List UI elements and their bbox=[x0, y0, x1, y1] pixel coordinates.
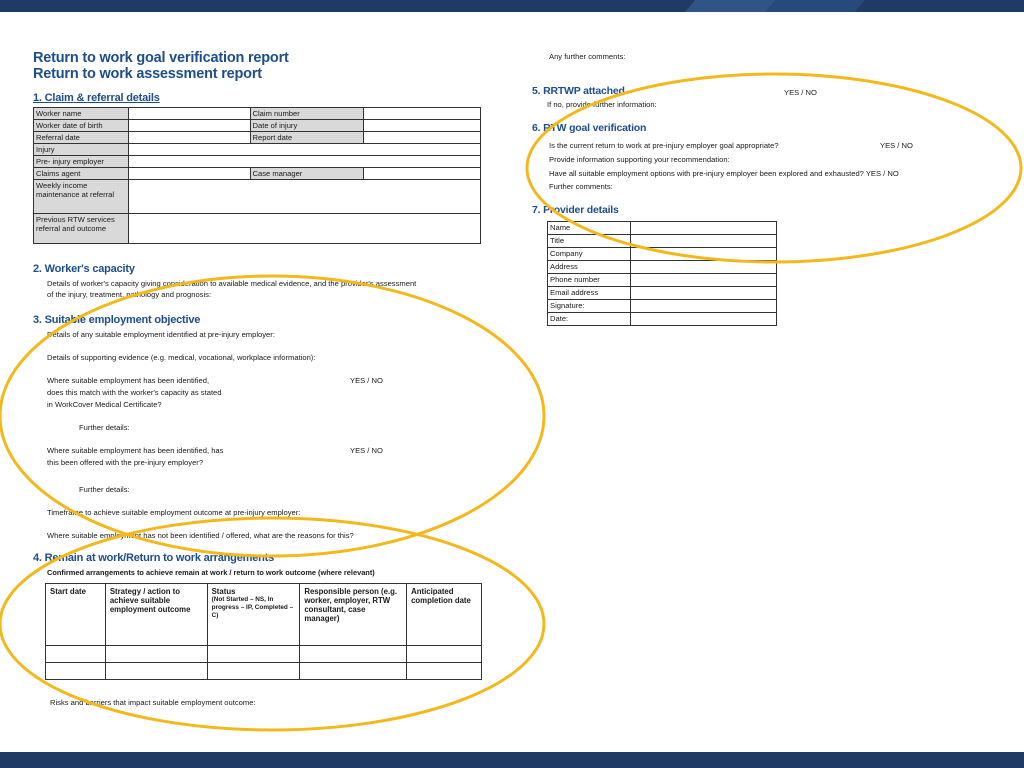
table-row bbox=[548, 261, 777, 274]
table-cell[interactable] bbox=[105, 663, 207, 680]
table-cell[interactable] bbox=[207, 646, 300, 663]
field-label: Email address bbox=[548, 287, 631, 300]
table-header-row bbox=[46, 584, 482, 646]
further-details-label: Further details: bbox=[79, 485, 130, 494]
top-banner bbox=[0, 0, 1024, 12]
field-value[interactable] bbox=[128, 156, 480, 168]
table-cell[interactable] bbox=[207, 663, 300, 680]
doc-title-2: Return to work assessment report bbox=[33, 66, 262, 82]
field-label: Pre- injury employer bbox=[34, 156, 129, 168]
field-value[interactable] bbox=[364, 132, 481, 144]
section-5-heading: 5. RRTWP attached bbox=[532, 85, 625, 97]
field-value[interactable] bbox=[630, 248, 776, 261]
field-value[interactable] bbox=[128, 144, 480, 156]
table-cell[interactable] bbox=[300, 663, 407, 680]
field-label: Weekly income maintenance at referral bbox=[34, 180, 129, 214]
capacity-match-question-3: in WorkCover Medical Certificate? bbox=[47, 400, 162, 409]
yes-no-option[interactable]: YES / NO bbox=[350, 376, 383, 385]
table-row bbox=[34, 180, 481, 214]
field-value[interactable] bbox=[128, 108, 250, 120]
field-value[interactable] bbox=[630, 313, 776, 326]
column-header: Strategy / action to achieve suitable employment outcome bbox=[105, 584, 207, 646]
table-row bbox=[548, 248, 777, 261]
field-value[interactable] bbox=[128, 180, 480, 214]
arrangements-table bbox=[45, 583, 482, 680]
yes-no-option[interactable]: YES / NO bbox=[784, 88, 817, 97]
timeframe-question: Timeframe to achieve suitable employment outcome at pre-injury employer: bbox=[47, 508, 301, 517]
field-value[interactable] bbox=[364, 168, 481, 180]
table-row bbox=[548, 235, 777, 248]
field-label: Title bbox=[548, 235, 631, 248]
capacity-match-question-1: Where suitable employment has been identified, bbox=[47, 376, 210, 385]
field-label: Referral date bbox=[34, 132, 129, 144]
table-row bbox=[34, 144, 481, 156]
status-header: Status bbox=[211, 587, 236, 596]
table-row bbox=[548, 287, 777, 300]
supporting-info-question: Provide information supporting your recommendation: bbox=[549, 155, 730, 164]
table-cell[interactable] bbox=[105, 646, 207, 663]
doc-title-1: Return to work goal verification report bbox=[33, 50, 289, 66]
table-row bbox=[34, 120, 481, 132]
field-value[interactable] bbox=[364, 108, 481, 120]
risks-question: Risks and barriers that impact suitable employment outcome: bbox=[50, 698, 256, 707]
options-exhausted-question: Have all suitable employment options with pre-injury employer been explored and exhausted? YES / NO bbox=[549, 169, 899, 178]
table-cell[interactable] bbox=[300, 646, 407, 663]
table-row bbox=[46, 663, 482, 680]
claim-details-table bbox=[33, 107, 481, 244]
field-label: Date: bbox=[548, 313, 631, 326]
field-value[interactable] bbox=[364, 120, 481, 132]
table-row bbox=[34, 132, 481, 144]
reasons-question: Where suitable employment has not been identified / offered, what are the reasons for this? bbox=[47, 531, 354, 540]
table-cell[interactable] bbox=[46, 646, 106, 663]
field-label: Phone number bbox=[548, 274, 631, 287]
field-value[interactable] bbox=[128, 214, 480, 244]
field-value[interactable] bbox=[128, 132, 250, 144]
section-7-heading: 7. Provider details bbox=[532, 204, 619, 216]
offered-question-1: Where suitable employment has been identified, has bbox=[47, 446, 224, 455]
offered-question-2: this been offered with the pre-injury employer? bbox=[47, 458, 204, 467]
field-value[interactable] bbox=[128, 120, 250, 132]
section-4-heading: 4. Remain at work/Return to work arrangements bbox=[33, 552, 275, 564]
field-label: Company bbox=[548, 248, 631, 261]
field-label: Previous RTW services referral and outcome bbox=[34, 214, 129, 244]
table-row bbox=[34, 214, 481, 244]
column-header: Anticipated completion date bbox=[407, 584, 482, 646]
further-comments-label: Further comments: bbox=[549, 182, 613, 191]
table-row bbox=[34, 168, 481, 180]
banner-chevron bbox=[765, 0, 865, 12]
capacity-text-2: of the injury, treatment, pathology and prognosis: bbox=[47, 290, 212, 299]
suitable-employment-question: Details of any suitable employment identified at pre-injury employer: bbox=[47, 330, 275, 339]
further-details-label: Further details: bbox=[79, 423, 130, 432]
column-header: Responsible person (e.g. worker, employer, RTW consultant, case manager) bbox=[300, 584, 407, 646]
table-row bbox=[548, 300, 777, 313]
field-value[interactable] bbox=[630, 274, 776, 287]
column-header bbox=[207, 584, 300, 646]
field-label: Signature: bbox=[548, 300, 631, 313]
field-value[interactable] bbox=[630, 222, 776, 235]
field-label: Claim number bbox=[250, 108, 364, 120]
section-3-heading: 3. Suitable employment objective bbox=[33, 314, 201, 326]
field-value[interactable] bbox=[630, 235, 776, 248]
any-further-comments: Any further comments: bbox=[549, 52, 626, 61]
field-label: Worker date of birth bbox=[34, 120, 129, 132]
bottom-banner bbox=[0, 752, 1024, 768]
table-row bbox=[548, 274, 777, 287]
capacity-text-1: Details of worker's capacity giving consideration to available medical evidence, and the provider's assessment bbox=[47, 279, 417, 288]
table-row bbox=[548, 222, 777, 235]
provider-details-table bbox=[547, 221, 777, 326]
table-row bbox=[548, 313, 777, 326]
field-value[interactable] bbox=[630, 287, 776, 300]
field-label: Claims agent bbox=[34, 168, 129, 180]
table-cell[interactable] bbox=[407, 663, 482, 680]
section-6-heading: 6. RTW goal verification bbox=[532, 122, 647, 134]
arrangements-subheading: Confirmed arrangements to achieve remain at work / return to work outcome (where relevant) bbox=[47, 568, 375, 577]
status-legend: (Not Started – NS, In progress – IP, Completed – C) bbox=[211, 596, 294, 619]
section-2-heading: 2. Worker's capacity bbox=[33, 263, 135, 275]
field-label: Injury bbox=[34, 144, 129, 156]
column-header: Start date bbox=[46, 584, 106, 646]
field-label: Address bbox=[548, 261, 631, 274]
capacity-match-question-2: does this match with the worker's capacity as stated bbox=[47, 388, 222, 397]
section-1-heading: 1. Claim & referral details bbox=[33, 92, 160, 104]
goal-appropriate-question: Is the current return to work at pre-injury employer goal appropriate? bbox=[549, 141, 779, 150]
rrtwp-note: If no, provide further information: bbox=[547, 100, 657, 109]
table-row bbox=[46, 646, 482, 663]
field-label: Worker name bbox=[34, 108, 129, 120]
table-cell[interactable] bbox=[46, 663, 106, 680]
yes-no-option[interactable]: YES / NO bbox=[350, 446, 383, 455]
table-row bbox=[34, 108, 481, 120]
field-label: Name bbox=[548, 222, 631, 235]
field-label: Case manager bbox=[250, 168, 364, 180]
field-value[interactable] bbox=[630, 261, 776, 274]
field-label: Report date bbox=[250, 132, 364, 144]
table-row bbox=[34, 156, 481, 168]
field-value[interactable] bbox=[128, 168, 250, 180]
field-label: Date of injury bbox=[250, 120, 364, 132]
supporting-evidence-question: Details of supporting evidence (e.g. medical, vocational, workplace information): bbox=[47, 353, 316, 362]
field-value[interactable] bbox=[630, 300, 776, 313]
yes-no-option[interactable]: YES / NO bbox=[880, 141, 913, 150]
table-cell[interactable] bbox=[407, 646, 482, 663]
